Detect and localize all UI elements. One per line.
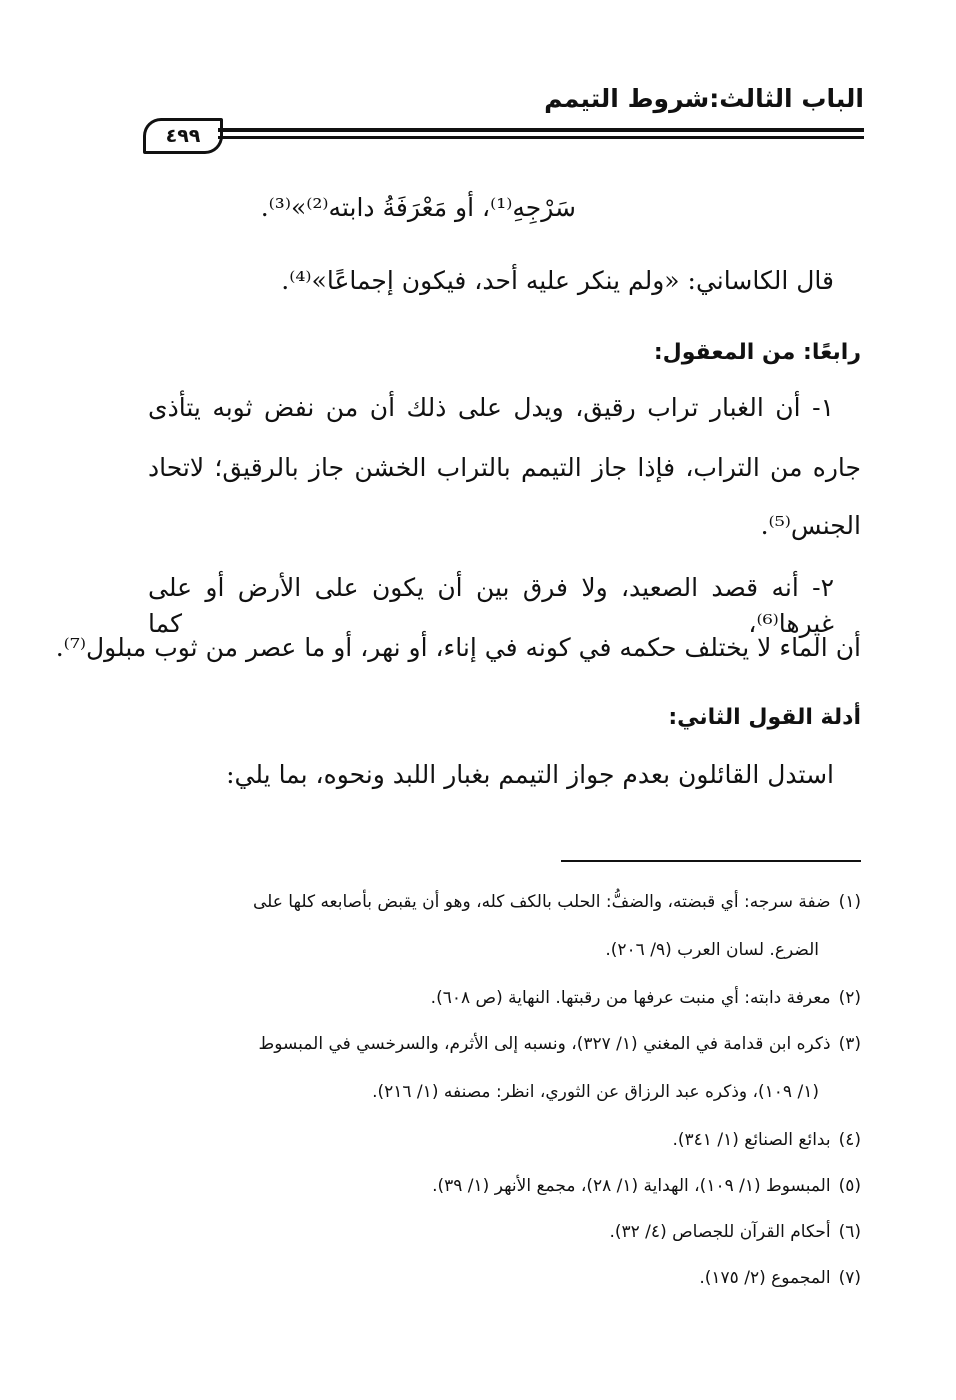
footnote-3-line-1: [259, 1030, 861, 1058]
footnote-number: (٧): [838, 1268, 861, 1288]
paragraph-1-line-3: الجنس⁽⁵⁾.: [760, 511, 861, 540]
chapter-title: الباب الثالث:شروط التيمم: [544, 84, 864, 113]
page-number: ٤٩٩: [143, 118, 223, 154]
footnote-separator: [561, 860, 861, 862]
paragraph-2-line-1: ٢- أنه قصد الصعيد، ولا فرق بين أن يكون على الأرض أو على غيرها⁽⁶⁾، كما: [148, 573, 834, 638]
section-heading-second-opinion: أدلة القول الثاني:: [668, 705, 861, 730]
paragraph-1-line-1: ١- أن الغبار تراب رقيق، ويدل على ذلك أن من نفض ثوبه يتأذى: [148, 393, 834, 422]
footnote-text: أحكام القرآن للجصاص (٤/ ٣٢).: [609, 1222, 831, 1242]
footnote-text: المبسوط (١/ ١٠٩)، الهداية (١/ ٢٨)، مجمع الأنهر (١/ ٣٩).: [432, 1176, 831, 1196]
footnote-7: [699, 1264, 861, 1292]
footnote-number: (٥): [838, 1176, 861, 1196]
header-rule-thick: [218, 128, 864, 132]
footnote-text: ضفة سرجه: أي قبضته، والضفُّ: الحلب بالكف كله، وهو أن يقبض بأصابعه كلها على: [252, 892, 831, 912]
footnote-text: ذكره ابن قدامة في المغني (١/ ٣٢٧)، ونسبه إلى الأثرم، والسرخسي في المبسوط: [258, 1034, 831, 1054]
footnote-text: المجموع (٢/ ١٧٥).: [699, 1268, 831, 1288]
footnote-text: بدائع الصنائع (١/ ٣٤١).: [672, 1130, 831, 1150]
footnote-1-line-1: [253, 888, 861, 916]
footnote-text: معرفة دابته: أي منبت عرفها من رقبتها. النهاية (ص ٦٠٨).: [430, 988, 831, 1008]
footnote-6: [609, 1218, 861, 1246]
body-line-2: قال الكاساني: «ولم ينكر عليه أحد، فيكون إجماعًا»⁽⁴⁾.: [281, 266, 834, 295]
paragraph-1-line-2: جاره من التراب، فإذا جاز التيمم بالتراب الخشن جاز بالرقيق؛ لاتحاد: [148, 453, 861, 482]
footnote-number: (٤): [838, 1130, 861, 1150]
paragraph-2-line-2: أن الماء لا يختلف حكمه في كونه في إناء، أو نهر، أو ما عصر من ثوب مبلول⁽⁷⁾.: [55, 633, 861, 662]
footnote-1-line-2: الضرع. لسان العرب (٩/ ٢٠٦).: [605, 940, 819, 960]
body-line-1: سَرْجِهِ⁽¹⁾، أو مَعْرَفَةُ دابته⁽²⁾»⁽³⁾.: [260, 193, 576, 222]
body-line-last: استدل القائلون بعدم جواز التيمم بغبار اللبد ونحوه، بما يلي:: [226, 760, 834, 789]
footnote-number: (٦): [838, 1222, 861, 1242]
header-rule-thin: [218, 136, 864, 139]
header-rule: [218, 128, 864, 143]
footnote-number: (٣): [838, 1034, 861, 1054]
footnote-4: [673, 1126, 862, 1154]
footnote-number: (١): [838, 892, 861, 912]
footnote-3-line-2: (١/ ١٠٩)، وذكره عبد الرزاق عن الثوري، انظر: مصنفه (١/ ٢١٦).: [372, 1082, 819, 1102]
footnote-5: [432, 1172, 861, 1200]
footnote-number: (٢): [838, 988, 861, 1008]
section-heading-reasoning: رابعًا: من المعقول:: [653, 340, 861, 365]
footnote-2: [431, 984, 861, 1012]
